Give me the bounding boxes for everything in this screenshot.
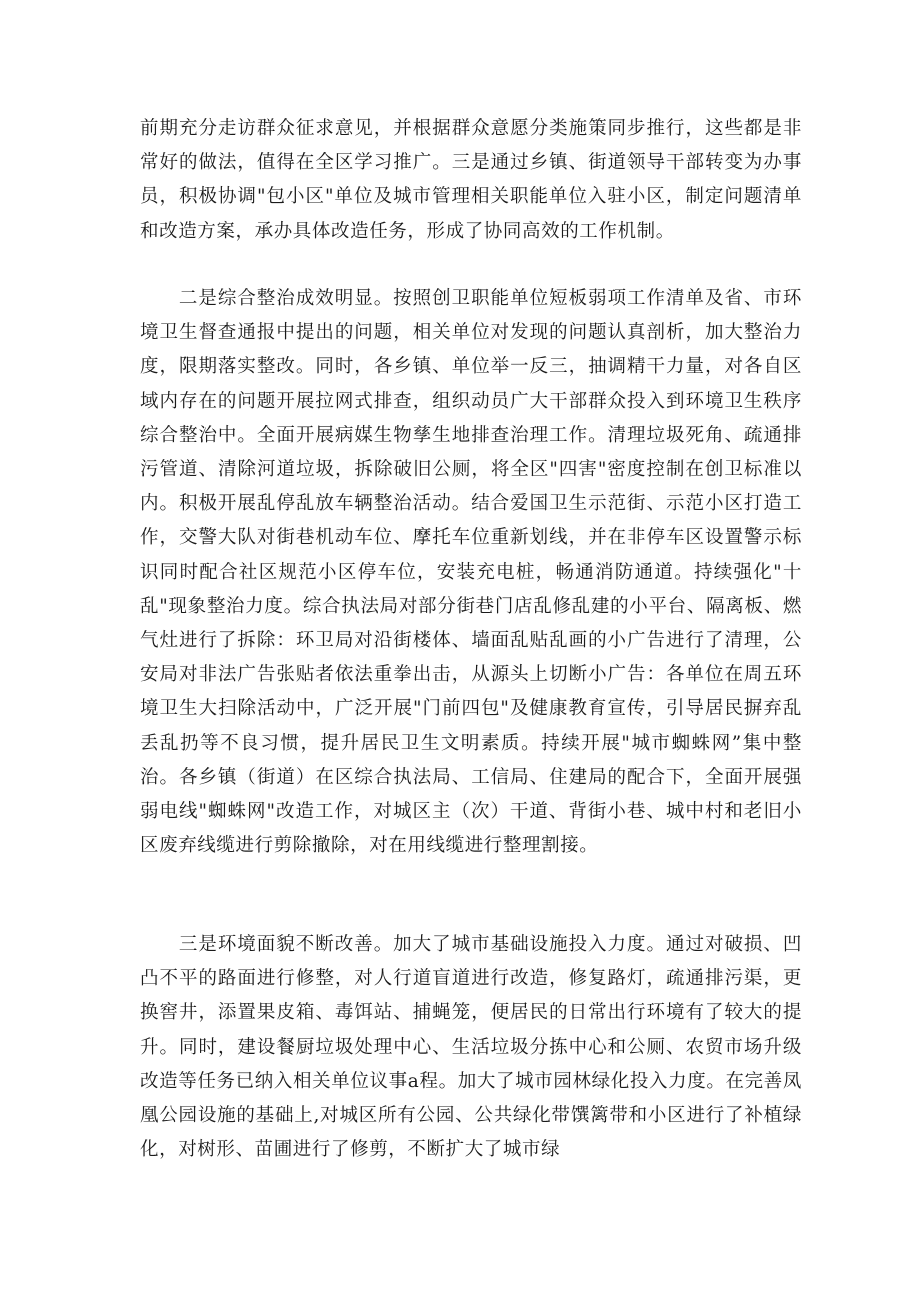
paragraph-comprehensive-rectification: 二是综合整治成效明显。按照创卫职能单位短板弱项工作清单及省、市环境卫生督查通报中提出的问题，相关单位对发现的问题认真剖析，加大整治力度，限期落实整改。同时，各乡镇、单位举一反三，抽调精干力量，对各自区域内存在的问题开展拉网式排查，组织动员广大干部群众投入到环境卫生秩序综合整治中。全面开展病媒生物孳生地排查治理工作。清理垃圾死角、疏通排污管道、清除河道垃圾，拆除破旧公厕，将全区"四害"密度控制在创卫标准以内。积极开展乱停乱放车辆整治活动。结合爱国卫生示范街、示范小区打造工作，交警大队对街巷机动车位、摩托车位重新划线，并在非停车区设置警示标识同时配合社区规范小区停车位，安装充电桩，畅通消防通道。持续强化"十乱"现象整治力度。综合执法局对部分街巷门店乱修乱建的小平台、隔离板、燃气灶进行了拆除：环卫局对沿街楼体、墙面乱贴乱画的小广告进行了清理，公安局对非法广告张贴者依法重拳出击，从源头上切断小广告：各单位在周五环境卫生大扫除活动中，广泛开展"门前四包"及健康教育宣传，引导居民摒弃乱丢乱扔等不良习惯，提升居民卫生文明素质。持续开展"城市蜘蛛网”集中整治。各乡镇（街道）在区综合执法局、工信局、住建局的配合下，全面开展强弱电线"蜘蛛网"改造工作，对城区主（次）干道、背街小巷、城中村和老旧小区废弃线缆进行剪除撤除，对在用线缆进行整理割接。 xyxy=(140,288,802,857)
paragraph-continuation: 前期充分走访群众征求意见，并根据群众意愿分类施策同步推行，这些都是非常好的做法，值得在全区学习推广。三是通过乡镇、街道领导干部转变为办事员，积极协调"包小区"单位及城市管理相关职能单位入驻小区，制定问题清单和改造方案，承办具体改造任务，形成了协同高效的工作机制。 xyxy=(140,118,802,242)
paragraph-environment-improvement: 三是环境面貌不断改善。加大了城市基础设施投入力度。通过对破损、凹凸不平的路面进行修整，对人行道盲道进行改造，修复路灯，疏通排污渠，更换窖井，添置果皮箱、毒饵站、捕蝇笼，便居民的日常出行环境有了较大的提升。同时，建设餐厨垃圾处理中心、生活垃圾分拣中心和公厕、农贸市场升级改造等任务已纳入相关单位议事a程。加大了城市园林绿化投入力度。在完善凤凰公园设施的基础上,对城区所有公园、公共绿化带馔篱带和小区进行了补植绿化，对树形、苗圃进行了修剪，不断扩大了城市绿 xyxy=(140,934,802,1161)
